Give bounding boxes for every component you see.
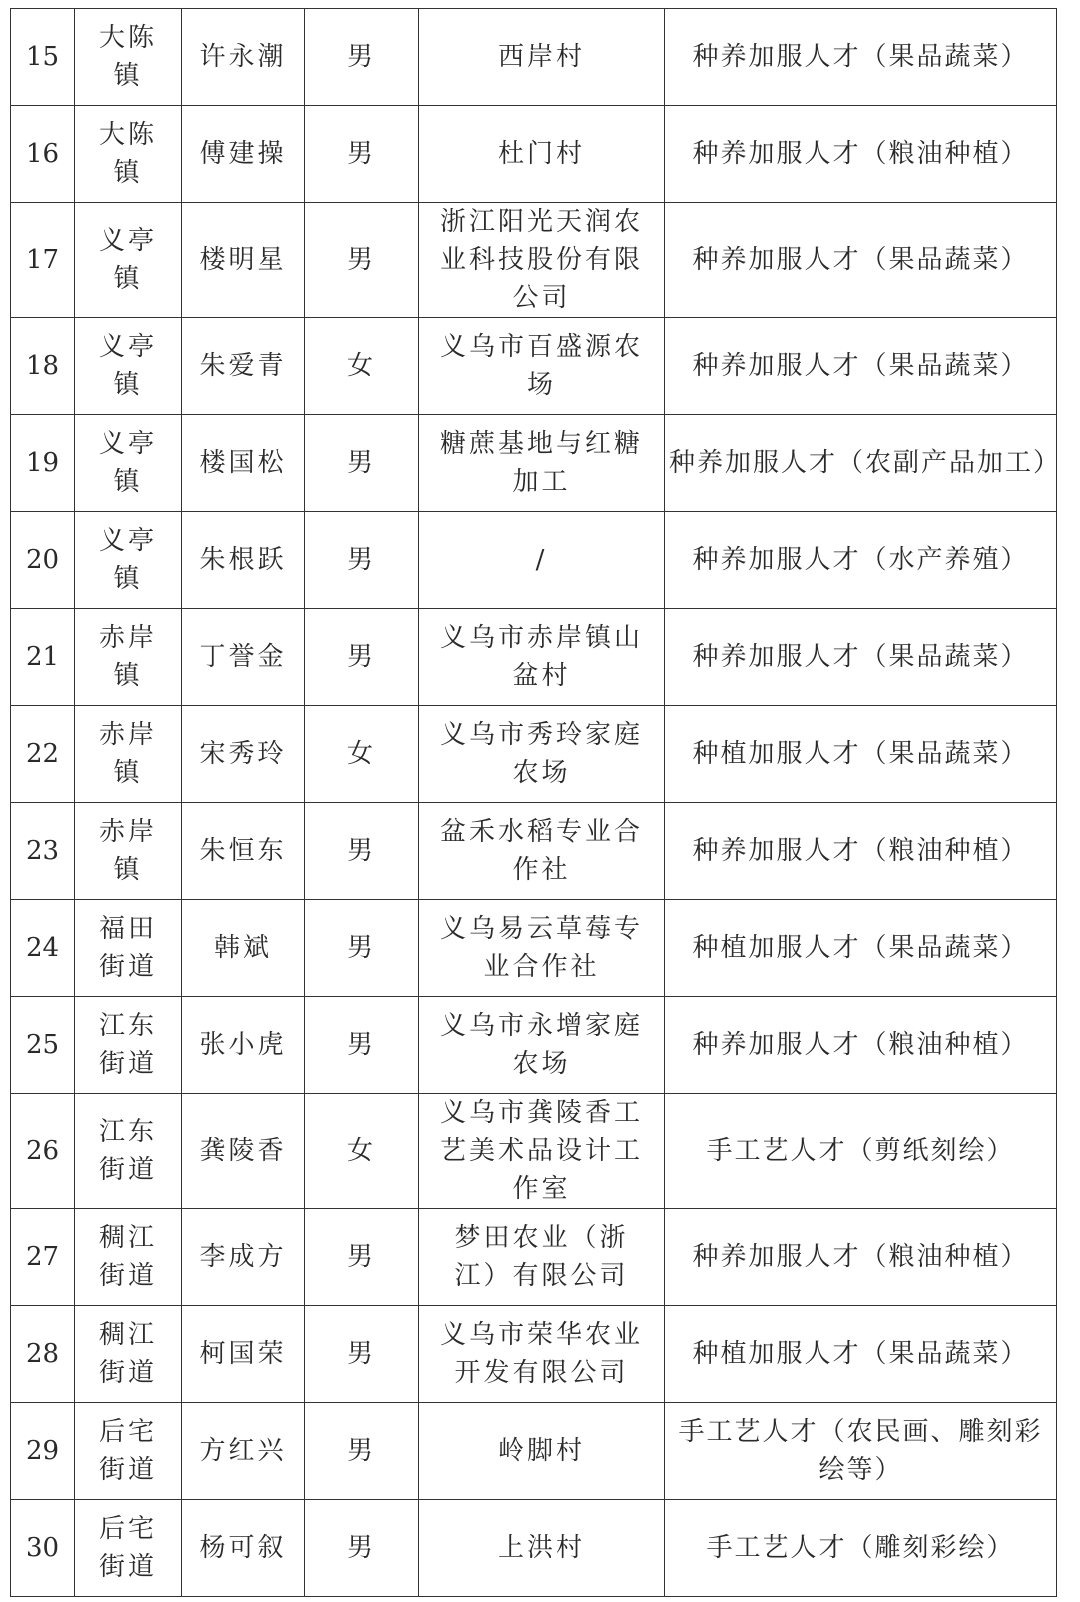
talent-category-cell: 种养加服人才（果品蔬菜）: [665, 9, 1057, 106]
serial-number-cell: 21: [11, 609, 75, 706]
town-cell: 义亭镇: [75, 512, 182, 609]
unit-cell: 义乌市永增家庭农场: [419, 997, 665, 1094]
person-name-cell: 朱恒东: [182, 803, 305, 900]
talent-category-cell: 种养加服人才（粮油种植）: [665, 803, 1057, 900]
town-cell: 大陈镇: [75, 9, 182, 106]
talent-category-cell: 种养加服人才（粮油种植）: [665, 997, 1057, 1094]
person-name-cell: 朱根跃: [182, 512, 305, 609]
gender-cell: 男: [305, 1306, 419, 1403]
gender-cell: 男: [305, 803, 419, 900]
table-row: [11, 1306, 1057, 1403]
town-cell: 后宅街道: [75, 1403, 182, 1500]
table-row: [11, 1209, 1057, 1306]
town-cell: 义亭镇: [75, 203, 182, 318]
serial-number-cell: 23: [11, 803, 75, 900]
serial-number-cell: 16: [11, 106, 75, 203]
unit-cell: 义乌市赤岸镇山盆村: [419, 609, 665, 706]
talent-category-cell: 种植加服人才（果品蔬菜）: [665, 1306, 1057, 1403]
serial-number-cell: 27: [11, 1209, 75, 1306]
person-name-cell: 许永潮: [182, 9, 305, 106]
gender-cell: 男: [305, 415, 419, 512]
gender-cell: 女: [305, 706, 419, 803]
serial-number-cell: 18: [11, 318, 75, 415]
table-row: [11, 318, 1057, 415]
person-name-cell: 傅建操: [182, 106, 305, 203]
talent-category-cell: 种养加服人才（农副产品加工）: [665, 415, 1057, 512]
table-row: [11, 1403, 1057, 1500]
unit-cell: 义乌市龚陵香工艺美术品设计工作室: [419, 1094, 665, 1209]
talent-category-cell: 种养加服人才（水产养殖）: [665, 512, 1057, 609]
town-cell: 赤岸镇: [75, 706, 182, 803]
talent-category-cell: 种养加服人才（粮油种植）: [665, 106, 1057, 203]
gender-cell: 女: [305, 1094, 419, 1209]
unit-cell: /: [419, 512, 665, 609]
talent-category-cell: 种养加服人才（果品蔬菜）: [665, 609, 1057, 706]
talent-list-table-wrap: [10, 8, 1062, 1597]
town-cell: 江东街道: [75, 1094, 182, 1209]
unit-cell: 梦田农业（浙江）有限公司: [419, 1209, 665, 1306]
town-cell: 义亭镇: [75, 415, 182, 512]
person-name-cell: 楼明星: [182, 203, 305, 318]
gender-cell: 男: [305, 512, 419, 609]
serial-number-cell: 24: [11, 900, 75, 997]
unit-cell: 义乌市百盛源农场: [419, 318, 665, 415]
unit-cell: 盆禾水稻专业合作社: [419, 803, 665, 900]
gender-cell: 男: [305, 609, 419, 706]
talent-category-cell: 手工艺人才（雕刻彩绘）: [665, 1500, 1057, 1597]
person-name-cell: 宋秀玲: [182, 706, 305, 803]
gender-cell: 男: [305, 1403, 419, 1500]
talent-category-cell: 种养加服人才（粮油种植）: [665, 1209, 1057, 1306]
person-name-cell: 龚陵香: [182, 1094, 305, 1209]
talent-category-cell: 种养加服人才（果品蔬菜）: [665, 318, 1057, 415]
table-row: [11, 997, 1057, 1094]
table-row: [11, 106, 1057, 203]
unit-cell: 西岸村: [419, 9, 665, 106]
talent-category-cell: 种植加服人才（果品蔬菜）: [665, 706, 1057, 803]
person-name-cell: 张小虎: [182, 997, 305, 1094]
serial-number-cell: 20: [11, 512, 75, 609]
table-body: [11, 9, 1062, 1597]
person-name-cell: 杨可叙: [182, 1500, 305, 1597]
serial-number-cell: 26: [11, 1094, 75, 1209]
table-row: [11, 803, 1057, 900]
town-cell: 福田街道: [75, 900, 182, 997]
gender-cell: 女: [305, 318, 419, 415]
town-cell: 稠江街道: [75, 1306, 182, 1403]
table-row: [11, 203, 1057, 318]
person-name-cell: 韩斌: [182, 900, 305, 997]
person-name-cell: 李成方: [182, 1209, 305, 1306]
gender-cell: 男: [305, 900, 419, 997]
talent-category-cell: 种养加服人才（果品蔬菜）: [665, 203, 1057, 318]
serial-number-cell: 25: [11, 997, 75, 1094]
person-name-cell: 丁誉金: [182, 609, 305, 706]
gender-cell: 男: [305, 1500, 419, 1597]
gender-cell: 男: [305, 203, 419, 318]
unit-cell: 义乌市秀玲家庭农场: [419, 706, 665, 803]
person-name-cell: 柯国荣: [182, 1306, 305, 1403]
unit-cell: 岭脚村: [419, 1403, 665, 1500]
unit-cell: 义乌市荣华农业开发有限公司: [419, 1306, 665, 1403]
table-row: [11, 1500, 1057, 1597]
town-cell: 江东街道: [75, 997, 182, 1094]
person-name-cell: 朱爱青: [182, 318, 305, 415]
serial-number-cell: 22: [11, 706, 75, 803]
unit-cell: 义乌易云草莓专业合作社: [419, 900, 665, 997]
town-cell: 赤岸镇: [75, 609, 182, 706]
serial-number-cell: 28: [11, 1306, 75, 1403]
talent-category-cell: 种植加服人才（果品蔬菜）: [665, 900, 1057, 997]
table-row: [11, 1094, 1057, 1209]
serial-number-cell: 30: [11, 1500, 75, 1597]
talent-category-cell: 手工艺人才（农民画、雕刻彩绘等）: [665, 1403, 1057, 1500]
table-row: [11, 900, 1057, 997]
serial-number-cell: 19: [11, 415, 75, 512]
table-row: [11, 9, 1057, 106]
gender-cell: 男: [305, 9, 419, 106]
unit-cell: 上洪村: [419, 1500, 665, 1597]
person-name-cell: 方红兴: [182, 1403, 305, 1500]
unit-cell: 杜门村: [419, 106, 665, 203]
gender-cell: 男: [305, 1209, 419, 1306]
town-cell: 义亭镇: [75, 318, 182, 415]
table-row: [11, 512, 1057, 609]
town-cell: 稠江街道: [75, 1209, 182, 1306]
gender-cell: 男: [305, 997, 419, 1094]
unit-cell: 浙江阳光天润农业科技股份有限公司: [419, 203, 665, 318]
gender-cell: 男: [305, 106, 419, 203]
talent-list-table: [10, 8, 1062, 1597]
talent-category-cell: 手工艺人才（剪纸刻绘）: [665, 1094, 1057, 1209]
town-cell: 大陈镇: [75, 106, 182, 203]
town-cell: 后宅街道: [75, 1500, 182, 1597]
town-cell: 赤岸镇: [75, 803, 182, 900]
table-row: [11, 609, 1057, 706]
serial-number-cell: 17: [11, 203, 75, 318]
table-row: [11, 415, 1057, 512]
person-name-cell: 楼国松: [182, 415, 305, 512]
serial-number-cell: 29: [11, 1403, 75, 1500]
table-row: [11, 706, 1057, 803]
unit-cell: 糖蔗基地与红糖加工: [419, 415, 665, 512]
serial-number-cell: 15: [11, 9, 75, 106]
